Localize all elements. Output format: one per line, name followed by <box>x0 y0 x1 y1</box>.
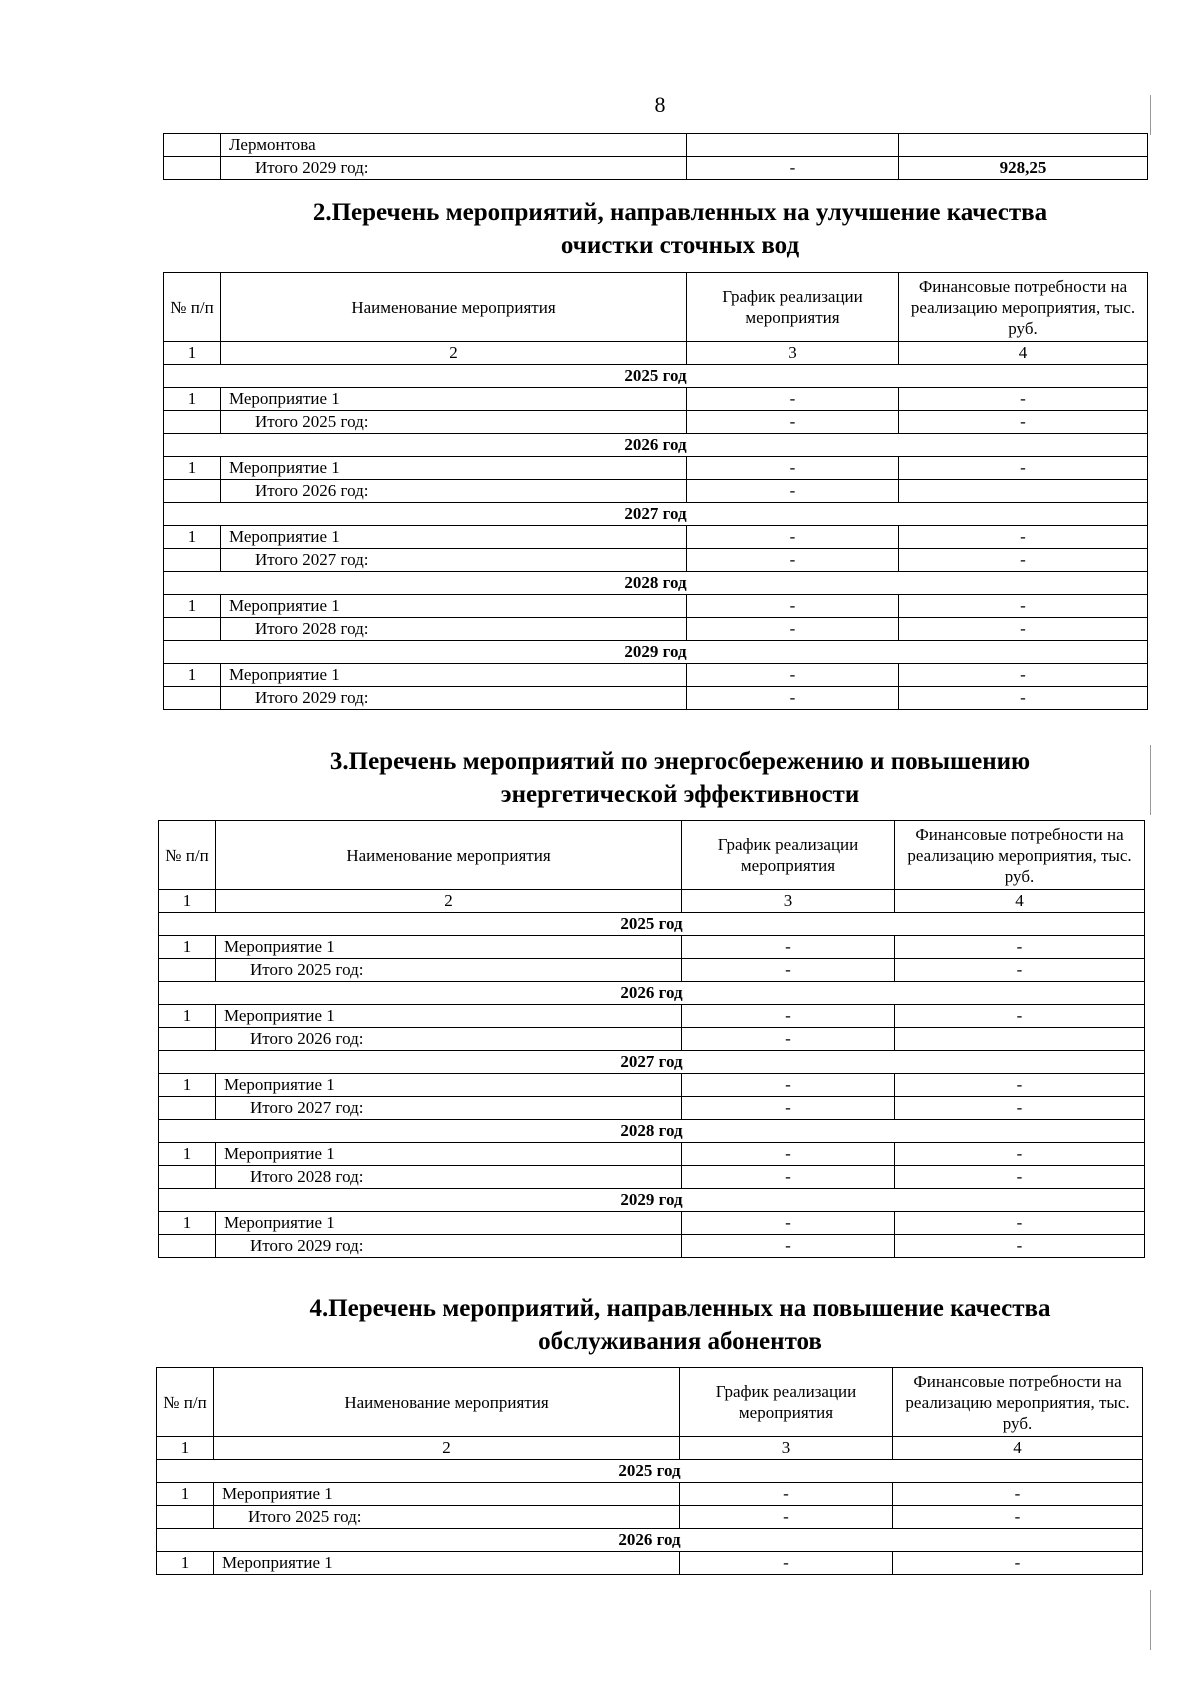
column-number: 3 <box>687 342 899 365</box>
column-number: 4 <box>899 342 1148 365</box>
section-title-2 <box>180 196 1180 262</box>
schedule-value: - <box>682 1097 895 1120</box>
measure-name: Итого 2026 год: <box>221 480 687 503</box>
row-number: 1 <box>159 1005 216 1028</box>
column-number: 2 <box>221 342 687 365</box>
measure-name: Мероприятие 1 <box>214 1552 680 1575</box>
total-row <box>164 618 1148 641</box>
total-row <box>157 1506 1143 1529</box>
row-number <box>164 549 221 572</box>
measure-name: Итого 2026 год: <box>216 1028 682 1051</box>
total-row <box>164 687 1148 710</box>
cost-value: - <box>899 687 1148 710</box>
column-number: 1 <box>164 342 221 365</box>
table-row <box>159 1143 1145 1166</box>
row-number: 1 <box>159 936 216 959</box>
year-label: 2025 год <box>164 365 1148 388</box>
year-label: 2026 год <box>159 982 1145 1005</box>
header-cost: Финансовые потребности на реализацию мероприятия, тыс. руб. <box>895 821 1145 890</box>
measure-name: Мероприятие 1 <box>216 1143 682 1166</box>
header-name: Наименование мероприятия <box>214 1368 680 1437</box>
section-title-3 <box>180 745 1180 811</box>
table-row <box>164 134 1148 157</box>
schedule-value: - <box>687 480 899 503</box>
header-schedule: График реализации мероприятия <box>680 1368 893 1437</box>
measure-name: Итого 2027 год: <box>216 1097 682 1120</box>
cost-value <box>899 134 1148 157</box>
cost-value: - <box>895 1212 1145 1235</box>
year-label: 2026 год <box>157 1529 1143 1552</box>
table-row <box>159 936 1145 959</box>
cost-value: - <box>895 1143 1145 1166</box>
row-number: 1 <box>159 1212 216 1235</box>
cost-value: - <box>899 618 1148 641</box>
header-cost: Финансовые потребности на реализацию мероприятия, тыс. руб. <box>893 1368 1143 1437</box>
cost-value: - <box>895 1005 1145 1028</box>
column-number-row <box>164 342 1148 365</box>
table-row <box>157 1552 1143 1575</box>
schedule-value: - <box>680 1506 893 1529</box>
section-title-line: 2.Перечень мероприятий, направленных на улучшение качества <box>312 199 1048 226</box>
cost-value: - <box>895 1235 1145 1258</box>
row-number: 1 <box>164 526 221 549</box>
year-row <box>159 1120 1145 1143</box>
row-number <box>164 618 221 641</box>
year-row <box>157 1529 1143 1552</box>
cost-value: - <box>899 388 1148 411</box>
header-row <box>164 273 1148 342</box>
column-number: 1 <box>159 890 216 913</box>
measure-name: Итого 2028 год: <box>221 618 687 641</box>
year-row <box>164 365 1148 388</box>
year-row <box>164 503 1148 526</box>
cost-value: - <box>893 1483 1143 1506</box>
schedule-value: - <box>680 1483 893 1506</box>
schedule-value: - <box>682 1143 895 1166</box>
column-number: 2 <box>216 890 682 913</box>
row-number <box>164 411 221 434</box>
cost-value: - <box>895 1074 1145 1097</box>
row-number: 1 <box>164 595 221 618</box>
column-number: 3 <box>682 890 895 913</box>
total-row <box>164 411 1148 434</box>
cost-value: - <box>899 526 1148 549</box>
measure-name: Итого 2025 год: <box>221 411 687 434</box>
measure-name: Мероприятие 1 <box>221 595 687 618</box>
row-number: 1 <box>159 1143 216 1166</box>
table-section-2 <box>163 272 1148 710</box>
table-row <box>164 526 1148 549</box>
measure-name: Мероприятие 1 <box>221 457 687 480</box>
table-row <box>159 1074 1145 1097</box>
row-number: 1 <box>157 1483 214 1506</box>
schedule-value: - <box>682 936 895 959</box>
cost-value: - <box>899 595 1148 618</box>
continued-table <box>163 133 1148 180</box>
row-number <box>159 959 216 982</box>
row-number <box>164 687 221 710</box>
cost-value: - <box>899 457 1148 480</box>
year-row <box>159 913 1145 936</box>
cost-value: - <box>899 664 1148 687</box>
measure-name: Итого 2029 год: <box>216 1235 682 1258</box>
year-row <box>157 1460 1143 1483</box>
year-row <box>159 1189 1145 1212</box>
cost-value: - <box>895 959 1145 982</box>
schedule-value: - <box>682 1166 895 1189</box>
measure-name: Мероприятие 1 <box>216 1212 682 1235</box>
header-cost: Финансовые потребности на реализацию мероприятия, тыс. руб. <box>899 273 1148 342</box>
header-row <box>157 1368 1143 1437</box>
measure-name: Мероприятие 1 <box>216 936 682 959</box>
header-name: Наименование мероприятия <box>216 821 682 890</box>
section-title-4 <box>180 1292 1180 1358</box>
measure-name: Лермонтова <box>221 134 687 157</box>
header-number: № п/п <box>157 1368 214 1437</box>
schedule-value <box>687 134 899 157</box>
scan-edge-mark <box>1150 1590 1151 1650</box>
total-row <box>159 1235 1145 1258</box>
header-schedule: График реализации мероприятия <box>687 273 899 342</box>
measure-name: Итого 2029 год: <box>221 687 687 710</box>
schedule-value: - <box>682 1028 895 1051</box>
cost-value: - <box>893 1552 1143 1575</box>
year-label: 2025 год <box>159 913 1145 936</box>
header-number: № п/п <box>164 273 221 342</box>
total-row <box>159 1028 1145 1051</box>
row-number <box>164 157 221 180</box>
year-label: 2026 год <box>164 434 1148 457</box>
table-row <box>157 1483 1143 1506</box>
column-number-row <box>157 1437 1143 1460</box>
year-label: 2025 год <box>157 1460 1143 1483</box>
section-title-line: энергетической эффективности <box>500 781 860 808</box>
row-number <box>159 1166 216 1189</box>
cost-value: - <box>895 1166 1145 1189</box>
header-number: № п/п <box>159 821 216 890</box>
year-label: 2028 год <box>164 572 1148 595</box>
table-section-4 <box>156 1367 1143 1575</box>
table-row <box>164 664 1148 687</box>
year-label: 2027 год <box>159 1051 1145 1074</box>
schedule-value: - <box>682 1005 895 1028</box>
header-name: Наименование мероприятия <box>221 273 687 342</box>
column-number: 4 <box>893 1437 1143 1460</box>
table-row <box>164 388 1148 411</box>
section-title-line: 3.Перечень мероприятий по энергосбережению и повышению <box>329 748 1031 775</box>
measure-name: Итого 2029 год: <box>221 157 687 180</box>
schedule-value: - <box>682 959 895 982</box>
total-row <box>159 1097 1145 1120</box>
cost-value: 928,25 <box>899 157 1148 180</box>
total-row <box>164 157 1148 180</box>
section-title-line: 4.Перечень мероприятий, направленных на повышение качества <box>309 1295 1051 1322</box>
schedule-value: - <box>687 549 899 572</box>
measure-name: Мероприятие 1 <box>221 526 687 549</box>
schedule-value: - <box>680 1552 893 1575</box>
schedule-value: - <box>687 411 899 434</box>
row-number <box>157 1506 214 1529</box>
total-row <box>159 959 1145 982</box>
header-row <box>159 821 1145 890</box>
year-row <box>164 572 1148 595</box>
schedule-value: - <box>687 664 899 687</box>
row-number <box>164 134 221 157</box>
measure-name: Итого 2025 год: <box>216 959 682 982</box>
total-row <box>164 480 1148 503</box>
schedule-value: - <box>687 595 899 618</box>
table-row <box>159 1005 1145 1028</box>
year-row <box>159 982 1145 1005</box>
section-title-line: обслуживания абонентов <box>538 1328 822 1355</box>
measure-name: Мероприятие 1 <box>221 664 687 687</box>
year-label: 2029 год <box>159 1189 1145 1212</box>
section-title-line: очистки сточных вод <box>560 232 800 259</box>
row-number: 1 <box>164 388 221 411</box>
schedule-value: - <box>687 526 899 549</box>
scan-edge-mark <box>1150 95 1151 135</box>
page-number: 8 <box>654 92 666 117</box>
cost-value: - <box>895 1097 1145 1120</box>
row-number: 1 <box>157 1552 214 1575</box>
scan-edge-mark <box>1150 745 1151 815</box>
column-number: 2 <box>214 1437 680 1460</box>
cost-value: - <box>893 1506 1143 1529</box>
measure-name: Мероприятие 1 <box>214 1483 680 1506</box>
schedule-value: - <box>687 388 899 411</box>
schedule-value: - <box>687 457 899 480</box>
measure-name: Итого 2027 год: <box>221 549 687 572</box>
column-number: 1 <box>157 1437 214 1460</box>
row-number <box>164 480 221 503</box>
column-number: 3 <box>680 1437 893 1460</box>
year-label: 2027 год <box>164 503 1148 526</box>
row-number: 1 <box>164 664 221 687</box>
cost-value: - <box>895 936 1145 959</box>
cost-value <box>895 1028 1145 1051</box>
header-schedule: График реализации мероприятия <box>682 821 895 890</box>
table-row <box>159 1212 1145 1235</box>
cost-value: - <box>899 411 1148 434</box>
table-row <box>164 457 1148 480</box>
year-label: 2028 год <box>159 1120 1145 1143</box>
schedule-value: - <box>687 687 899 710</box>
row-number <box>159 1235 216 1258</box>
schedule-value: - <box>682 1212 895 1235</box>
table-section-3 <box>158 820 1145 1258</box>
cost-value: - <box>899 549 1148 572</box>
schedule-value: - <box>682 1074 895 1097</box>
year-label: 2029 год <box>164 641 1148 664</box>
measure-name: Мероприятие 1 <box>216 1005 682 1028</box>
schedule-value: - <box>687 157 899 180</box>
schedule-value: - <box>687 618 899 641</box>
measure-name: Итого 2028 год: <box>216 1166 682 1189</box>
row-number: 1 <box>164 457 221 480</box>
measure-name: Мероприятие 1 <box>216 1074 682 1097</box>
table-row <box>164 595 1148 618</box>
total-row <box>164 549 1148 572</box>
row-number: 1 <box>159 1074 216 1097</box>
column-number: 4 <box>895 890 1145 913</box>
schedule-value: - <box>682 1235 895 1258</box>
row-number <box>159 1028 216 1051</box>
column-number-row <box>159 890 1145 913</box>
measure-name: Итого 2025 год: <box>214 1506 680 1529</box>
total-row <box>159 1166 1145 1189</box>
year-row <box>159 1051 1145 1074</box>
row-number <box>159 1097 216 1120</box>
cost-value <box>899 480 1148 503</box>
year-row <box>164 641 1148 664</box>
measure-name: Мероприятие 1 <box>221 388 687 411</box>
year-row <box>164 434 1148 457</box>
